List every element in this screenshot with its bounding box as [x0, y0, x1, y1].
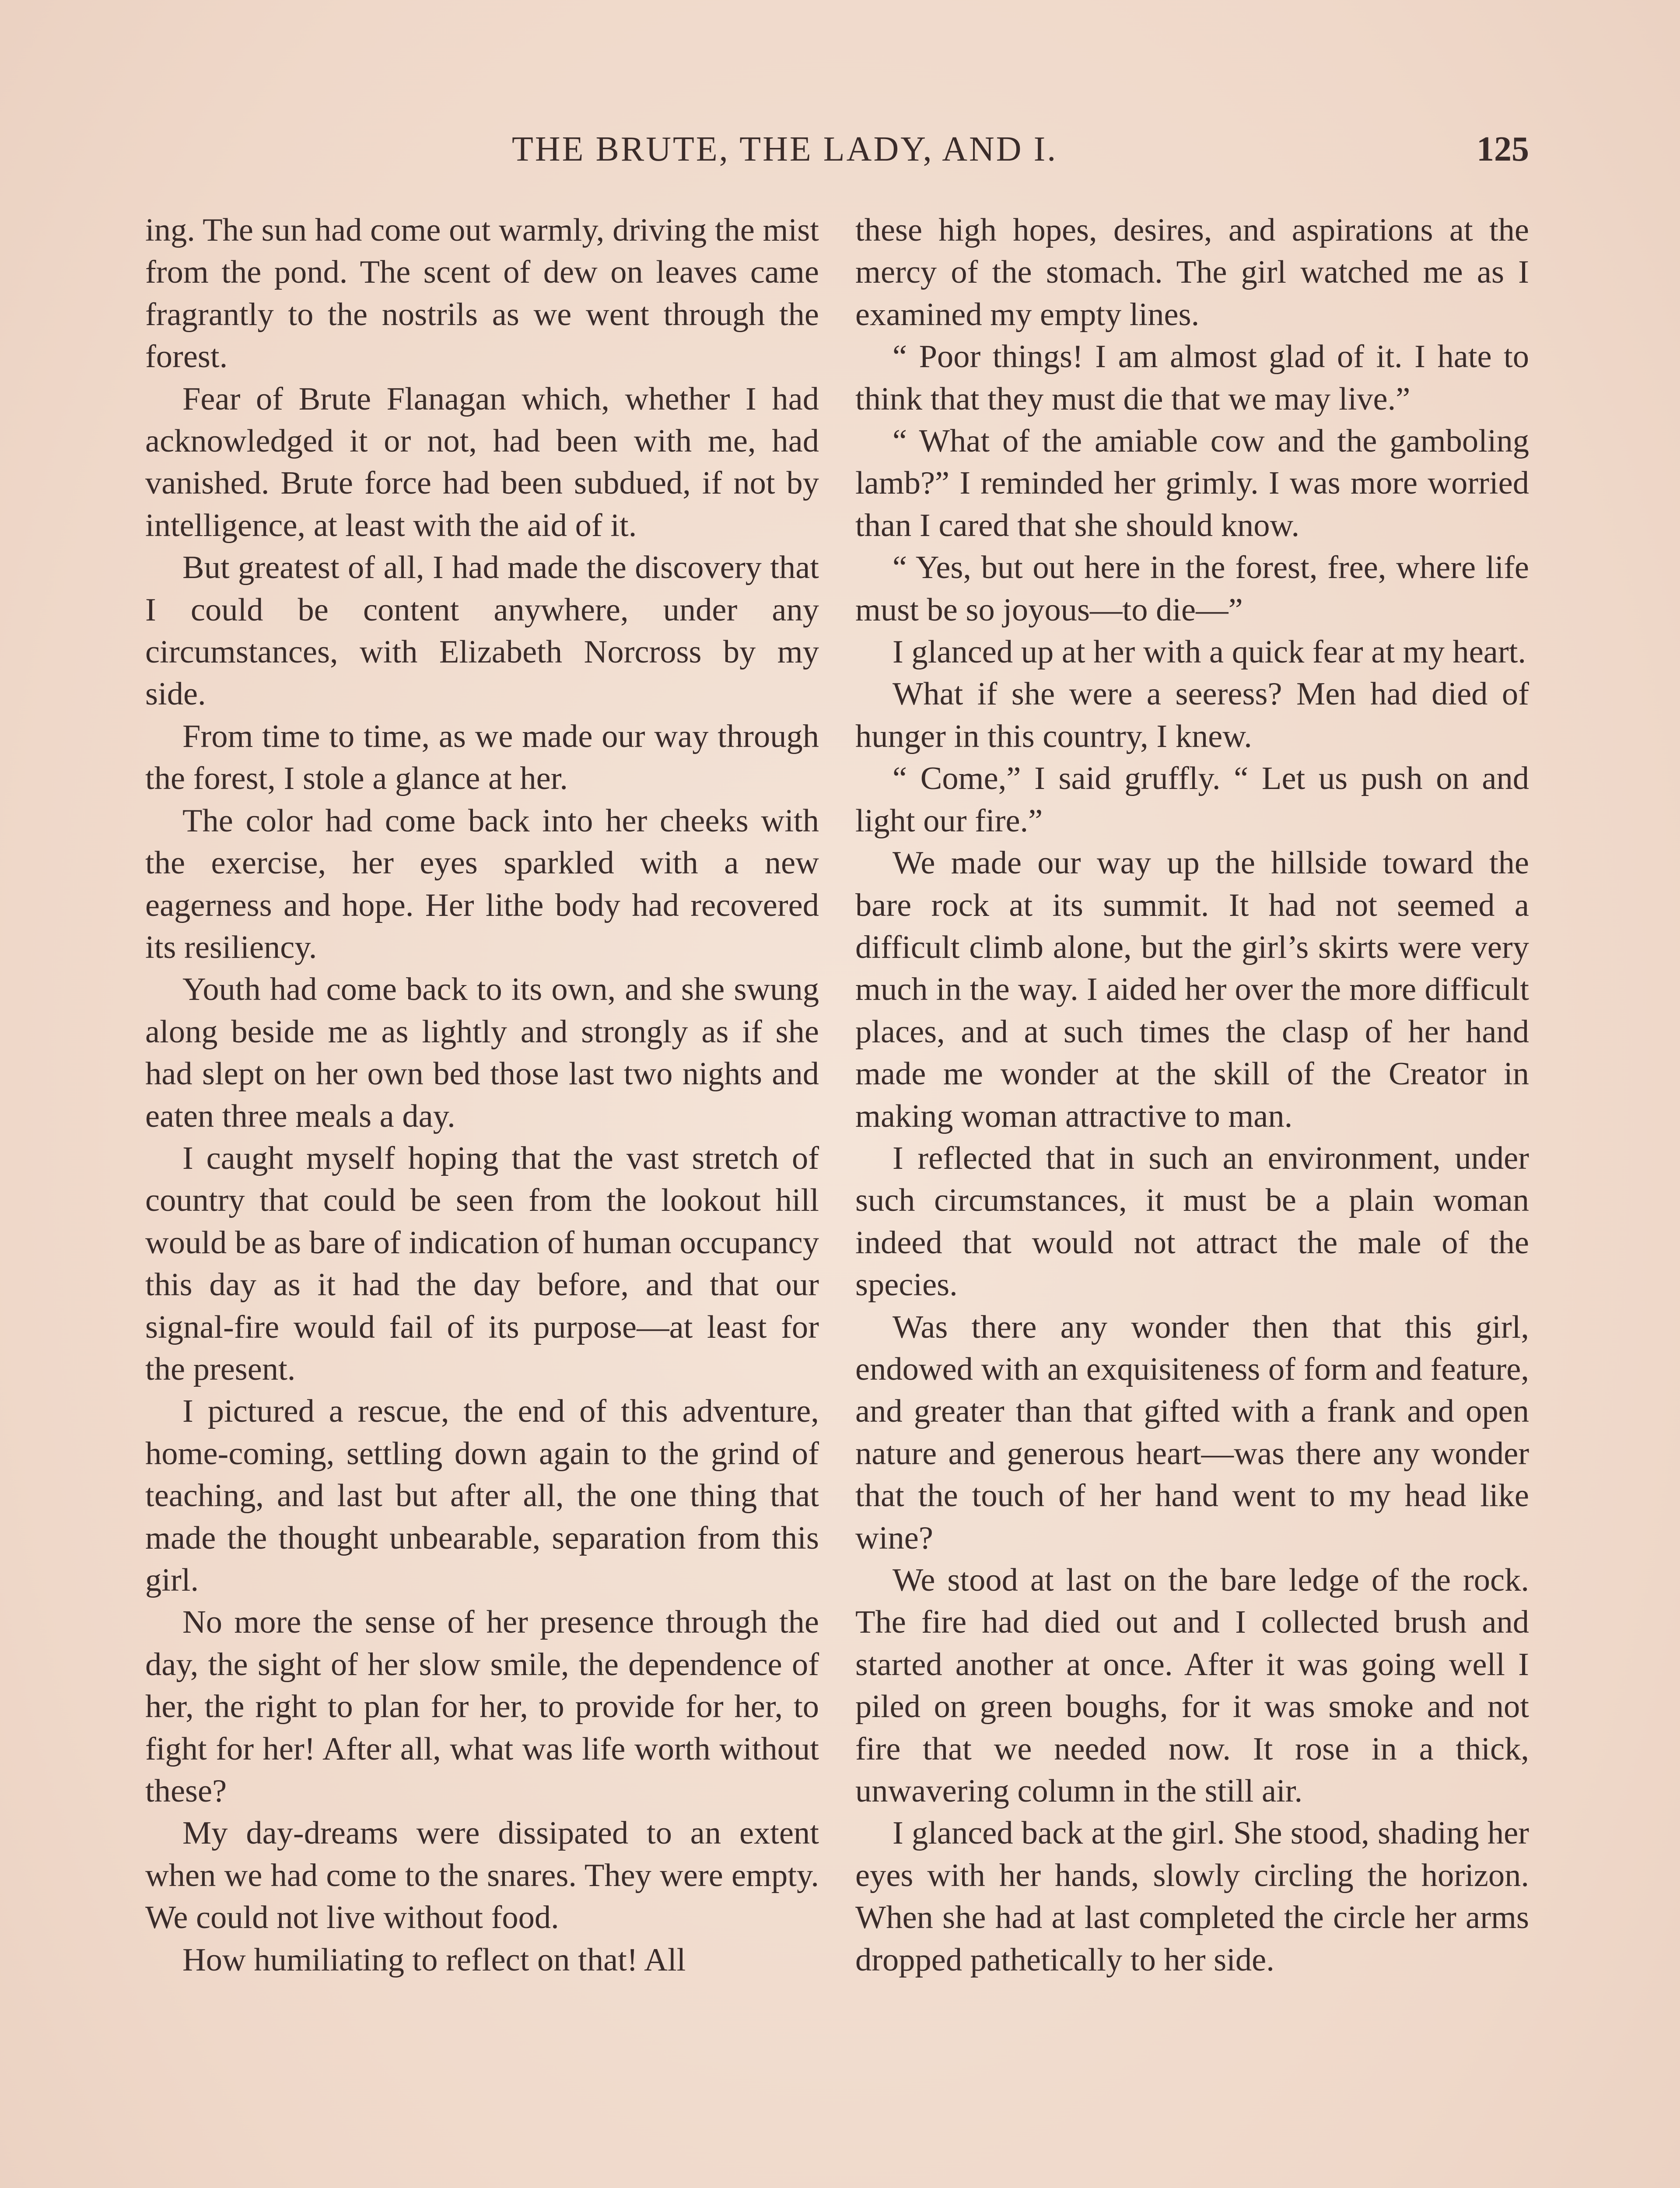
paragraph: Was there any wonder then that this girl, endowed with an exquisiteness of form and feature, and greater than that gifted with a frank and open nature and generous heart—was there any wonder that the touch of her hand went to my head like wine?	[855, 1309, 1529, 1556]
paragraph: “ What of the amiable cow and the gamboling lamb?” I reminded her grimly. I was more worried than I cared that she should know.	[855, 423, 1529, 543]
paragraph: No more the sense of her presence through the day, the sight of her slow smile, the dependence of her, the right to plan for her, to provide for her, to fight for her! After all, what was life worth without these?	[145, 1604, 819, 1809]
page-number: 125	[1477, 130, 1529, 168]
paragraph: I glanced back at the girl. She stood, shading her eyes with her hands, slowly circling the horizon. When she had at last completed the circle her arms dropped pathetically to her side.	[855, 1815, 1529, 1978]
paragraph: I glanced up at her with a quick fear at my heart.	[892, 634, 1526, 670]
paragraph: “ Yes, but out here in the forest, free, where life must be so joyous—to die—”	[855, 550, 1529, 628]
paragraph: The color had come back into her cheeks with the exercise, her eyes sparkled with a new eagerness and hope. Her lithe body had recovered its resiliency.	[145, 803, 819, 965]
paragraph: What if she were a seeress? Men had died of hunger in this country, I knew.	[855, 676, 1529, 754]
paragraph: “ Come,” I said gruffly. “ Let us push on and light our fire.”	[855, 761, 1529, 839]
running-head-title: THE BRUTE, THE LADY, AND I.	[512, 130, 1058, 168]
paragraph: We stood at last on the bare ledge of the rock. The fire had died out and I collected brush and started another at once. After it was going well I piled on green boughs, for it was smoke and not fire that we needed now. It rose in a thick, unwavering column in the still air.	[855, 1562, 1529, 1809]
left-text-column	[145, 209, 819, 1981]
paragraph: My day-dreams were dissipated to an extent when we had come to the snares. They were empty. We could not live without food.	[145, 1815, 819, 1936]
paragraph: But greatest of all, I had made the discovery that I could be content anywhere, under any circumstances, with Elizabeth Norcross by my side.	[145, 550, 819, 712]
paragraph: I pictured a rescue, the end of this adventure, home-coming, settling down again to the grind of teaching, and last but after all, the one thing that made the thought unbearable, separation from this girl.	[145, 1393, 819, 1598]
paragraph: I reflected that in such an environment, under such circumstances, it must be a plain woman indeed that would not attract the male of the species.	[855, 1140, 1529, 1303]
paragraph: We made our way up the hillside toward the bare rock at its summit. It had not seemed a difficult climb alone, but the girl’s skirts were very much in the way. I aided her over the more difficult places, and at such times the clasp of her hand made me wonder at the skill of the Creator in making woman attractive to man.	[855, 845, 1529, 1134]
paragraph: “ Poor things! I am almost glad of it. I hate to think that they must die that we may live.”	[855, 339, 1529, 417]
paragraph: these high hopes, desires, and aspirations at the mercy of the stomach. The girl watched me as I examined my empty lines.	[855, 212, 1529, 333]
paragraph: How humiliating to reflect on that! All	[182, 1942, 686, 1978]
paragraph: Youth had come back to its own, and she swung along beside me as lightly and strongly as if she had slept on her own bed those last two nights and eaten three meals a day.	[145, 971, 819, 1134]
paragraph: ing. The sun had come out warmly, driving the mist from the pond. The scent of dew on leaves came fragrantly to the nostrils as we went through the forest.	[145, 212, 819, 375]
paragraph: From time to time, as we made our way through the forest, I stole a glance at her.	[145, 718, 819, 797]
paragraph: I caught myself hoping that the vast stretch of country that could be seen from the lookout hill would be as bare of indication of human occupancy this day as it had the day before, and that our signal-fire would fail of its purpose—at least for the present.	[145, 1140, 819, 1387]
paragraph: Fear of Brute Flanagan which, whether I had acknowledged it or not, had been with me, had vanished. Brute force had been subdued, if not by intelligence, at least with the aid of it.	[145, 381, 819, 543]
right-text-column	[855, 209, 1529, 1981]
